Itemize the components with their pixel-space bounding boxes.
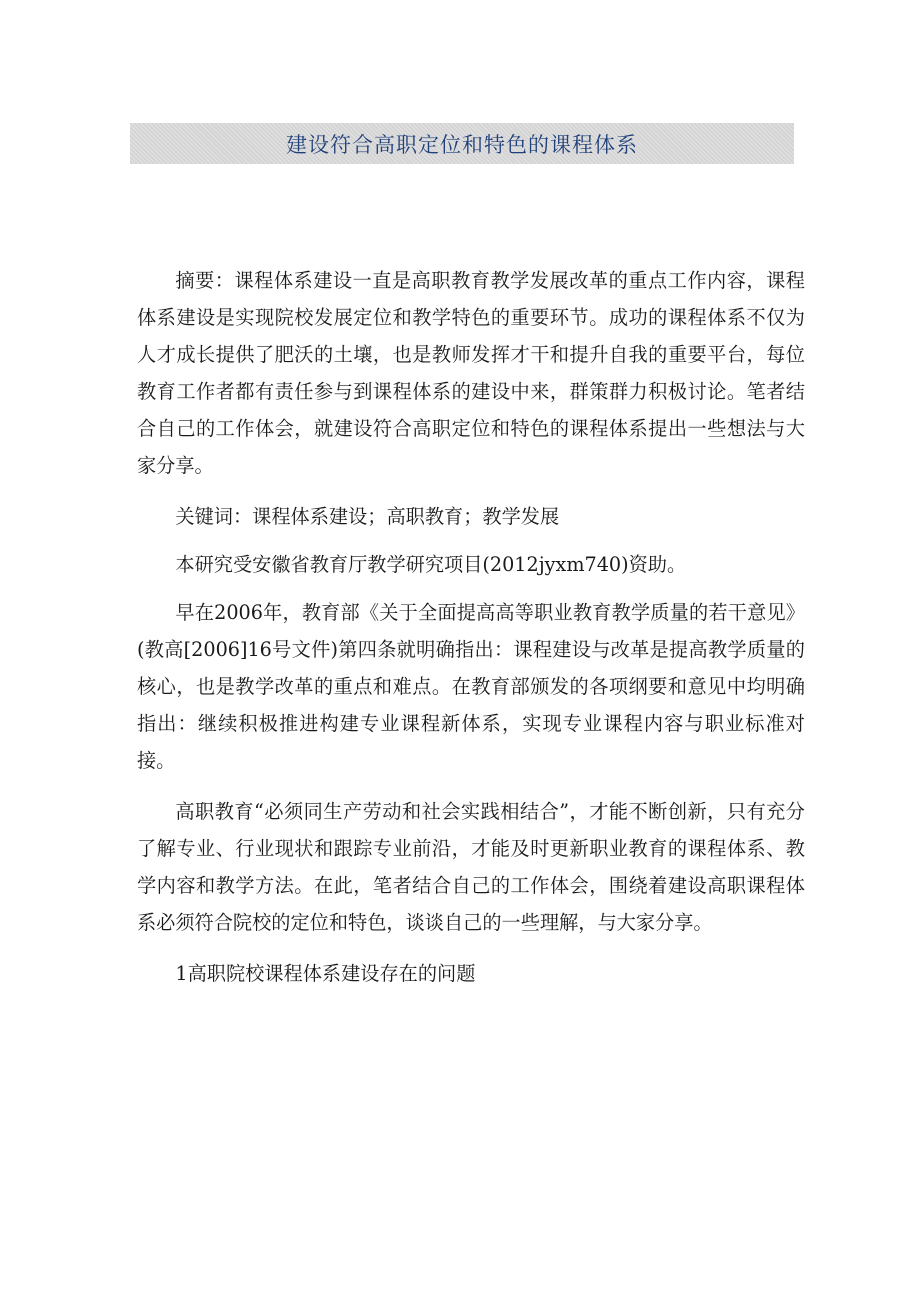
body-paragraph: 高职教育“必须同生产劳动和社会实践相结合”，才能不断创新，只有充分了解专业、行业现状和跟踪专业前沿，才能及时更新职业教育的课程体系、教学内容和教学方法。在此，笔者结合自己的工作体会，围绕着建设高职课程体系必须符合院校的定位和特色，谈谈自己的一些理解，与大家分享。 [137, 800, 805, 934]
abstract-paragraph: 摘要：课程体系建设一直是高职教育教学发展改革的重点工作内容，课程体系建设是实现院校发展定位和教学特色的重要环节。成功的课程体系不仅为人才成长提供了肥沃的土壤，也是教师发挥才干和提升自我的重要平台，每位教育工作者都有责任参与到课程体系的建设中来，群策群力积极讨论。笔者结合自己的工作体会，就建设符合高职定位和特色的课程体系提出一些想法与大家分享。 [137, 269, 805, 477]
body-paragraph: 早在2006年，教育部《关于全面提高高等职业教育教学质量的若干意见》(教高[2006]16号文件)第四条就明确指出：课程建设与改革是提高教学质量的核心，也是教学改革的重点和难点。在教育部颁发的各项纲要和意见中均明确指出：继续积极推进构建专业课程新体系，实现专业课程内容与职业标准对接。 [137, 601, 805, 772]
document-body [137, 262, 805, 1006]
document-title: 建设符合高职定位和特色的课程体系 [286, 132, 638, 157]
section-heading: 1高职院校课程体系建设存在的问题 [175, 962, 476, 985]
title-banner [130, 123, 794, 164]
funding-note-paragraph: 本研究受安徽省教育厅教学研究项目(2012jyxm740)资助。 [175, 553, 687, 576]
keywords-paragraph: 关键词：课程体系建设；高职教育；教学发展 [175, 505, 560, 528]
